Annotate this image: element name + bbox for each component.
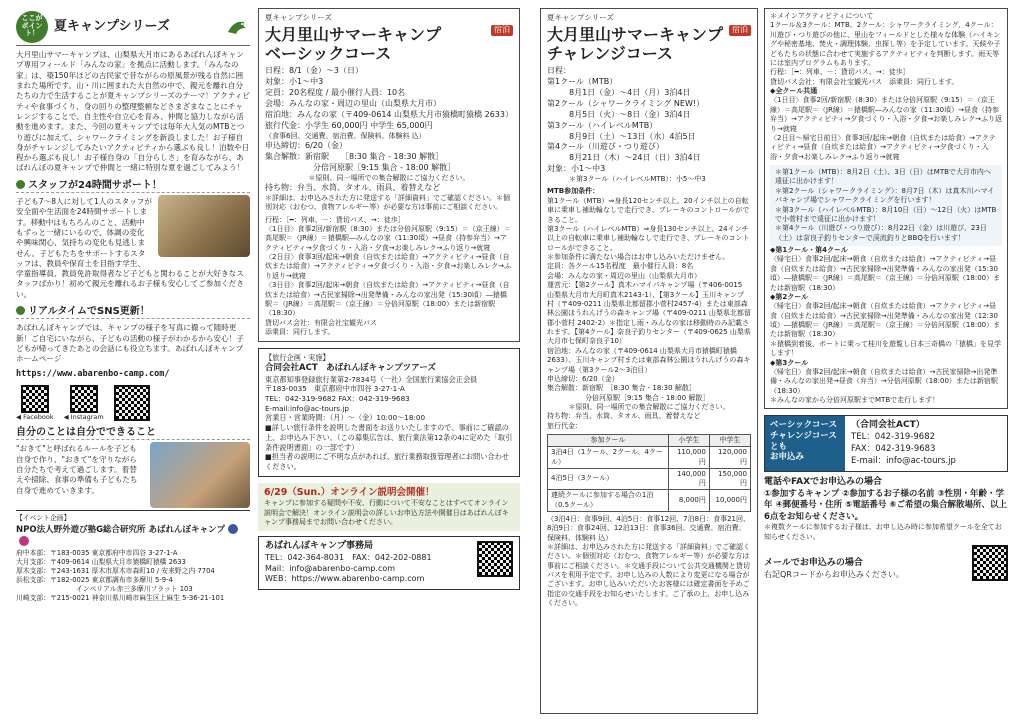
capacity: 定員：20名程度 / 最小催行人員：10名 [265, 88, 406, 98]
office-fuchu: 府中本部：〒183-0035 東京都府中市四谷 3-27-1-A [16, 548, 178, 557]
itinerary-day2: 〈2日目〉食事3回/起床→朝食（自炊または給食）→アクティビティ→昼食（自炊または給食）→アクティビティ→夕食づくり・入浴・夕食→お楽しみレク→ふり返り→就寝 [265, 253, 511, 280]
price-header-row [548, 435, 751, 447]
sns-title: リアルタイムでSNS更新！ [28, 306, 150, 318]
fee-note: （食事6回、交通費、宿泊費、保険料、体験料 込） [265, 131, 426, 140]
facebook-icon[interactable] [228, 524, 238, 534]
instagram-icon[interactable] [19, 536, 29, 546]
qr-code-icon[interactable] [972, 545, 1008, 581]
th-junior: 中学生 [709, 435, 750, 447]
webinar-title: 6/29（Sun.）オンライン説明会開催！ [264, 486, 435, 498]
course-title-line2: チャレンジコース [547, 44, 673, 64]
kur2-text: 〈帰宅日〉食事2回/起床→朝食（自炊または給食）→アクティビティ→昼食（自炊または給食）→古民家掃除→出発準備・みんなの家出発（12:30頃）―猿橋駅＝（JR線）＝高尾駅＝（京王線）＝分倍河原駅（18:00）または新宿駅（18:30） [770, 302, 1001, 339]
travel-company: 合同会社ACT あばれんぼキャンプツアーズ [265, 363, 436, 374]
items-note: ＊詳細は、お申込みされた方に発送する「詳細資料」でご確認ください。＊個別対応（おむつ、食物アレルギー等）が必要な方は事前にご相談ください。 [265, 193, 510, 212]
dates: 日程：8/1（金）〜3（日） [265, 66, 363, 76]
mtb-note: ＊参加条件に満たない場合はお申し込みいただけません。 [547, 253, 730, 262]
office-web[interactable]: WEB：https://www.abarenbo-camp.com [265, 574, 425, 584]
self-title: 自分のことは自分でできること [16, 427, 156, 439]
price-junior: 10,000円 [709, 490, 750, 511]
application-contacts [845, 416, 962, 471]
column-basic-course [258, 8, 520, 718]
venue: 会場：みんなの家・周辺の里山（山梨県大月市） [547, 271, 701, 280]
items: 持ち物：弁当、水筒、タオル、雨具、着替えなど [265, 182, 441, 192]
staff-heading [16, 179, 250, 193]
kur3-dates: 8月9日（土）〜13日（水）4泊5日 [569, 131, 696, 141]
travel-company-box [258, 348, 520, 476]
travel-hours: 営業日・営業時間：（月）〜（金）10:00〜18:00 [265, 413, 426, 423]
note-kur1: ＊第1クール（MTB）：8月2日（土）、3日（日）はMTBで大月市内へ遠征に出かけます！ [775, 168, 991, 186]
qr-code-icon [114, 385, 150, 421]
app-label-apply: お申込み [770, 452, 805, 463]
basic-course-box [258, 8, 520, 342]
webinar-text: キャンプに参加する疑問や不安、行動について不安なことはすべてオンライン説明会で解決！オンライン説明会の詳しいお申込方法や開催日はあばれんぼキャンプ事務局までお問い合わせください。 [264, 499, 509, 527]
qr-instagram-label: ◀ Instagram [63, 412, 104, 421]
qr-code-icon [21, 385, 49, 413]
sns-text: あばれんぼキャンプでは、キャンプの様子を写真に撮って随時更新！ご自宅にいながら、子どもの活動の様子がわかるから安心！子どもが帰ってきたあとの会話にも役立ちます。あばれんぼキャンプホームページ [16, 323, 244, 364]
column-challenge-course [540, 8, 758, 718]
mtb-condition-1: 第1クール（MTB）⇒身長120センチ以上。20インチ以上の自転車に乗車し補助輪なしで走行でき、ブレーキのコントロールができること。 [547, 196, 750, 224]
itinerary-day1: 〈1日目〉食事2回/新宿駅（8:30）または分倍河原駅（9:15）＝（京王線）＝高尾駅＝（JR線）＝猿橋駅―みんなの家（11:30頃）→昼食（持参弁当）→アクティビティ→夕食づくり・入浴・夕食→お楽しみレク→ふり返り→就寝 [265, 224, 511, 252]
self-heading [16, 426, 250, 440]
office-box [258, 536, 520, 590]
office-phone-row [265, 553, 432, 564]
main-activity-text: 1クール＆3クール：MTB、2クール：シャワークライミング、4クール：川遊び・つり遊びの他に、里山をフィールドとした様々な体験（ハイキングや秘密基地、焚火・調理体験、虫探し等）を予定しています。天候や子どもたちの状態に合わせて実施するアクティビティを判断します。雨天等には室内プログラムもあります。 [770, 21, 1001, 67]
meet-note: ＊原則、同一場所での集合解散にご協力ください。 [308, 173, 470, 182]
qr-instagram[interactable] [64, 385, 104, 422]
all-day2: 〈2日目〜帰宅日前日〉食事3回/起床→朝食（自炊または給食）→アクティビティ→昼食（自炊または給食）→アクティビティ→夕食づくり・入浴・夕食→お楽しみレク→ふり返り→就寝 [770, 133, 996, 161]
staff-text: 子ども7〜8人に対して1人のスタッフが安全面や生活面を24時間サポートします。移動中はもちろんのこと、活動中もずっと一緒にいるので、体調の変化や興味関心、気持ちの変化も見逃しません。子どもたちをサポートするスタッフは、教員や保育士を目指す学生、学童指導員、教員免許取得者など子どもと関わることが大好きなスタッフばかり！初めて親元を離れるお子様も安心してご参加ください。 [16, 196, 244, 299]
table-row [548, 490, 751, 511]
table-row [548, 468, 751, 489]
bus-company: 貸切バス会社：有限会社宝観光バス [265, 318, 377, 327]
qr-facebook-label: ◀ Facebook [16, 412, 54, 421]
course-series: 夏キャンプシリーズ [265, 13, 332, 22]
kur4-title: 第4クール（川遊び・つり遊び） [547, 142, 664, 152]
bullet-icon [16, 306, 25, 315]
app-label-basic: ベーシックコース [770, 420, 838, 431]
stay-badge: 宿泊 [491, 25, 513, 36]
mtb-condition-3: 第3クール（ハイレベルMTB）⇒身長130センチ以上。24インチ以上の自転車に乗車し補助輪なしで走行でき、ブレーキのコントロールができること。 [547, 224, 750, 252]
howto-note: ＊複数クールに参加するお子様は、お申し込み時に参加希望クールを全てお知らせください。 [764, 523, 1002, 541]
price-junior: 150,000円 [709, 468, 750, 489]
venue: 会場：みんなの家・周辺の里山（山梨県大月市） [265, 98, 441, 108]
application-box [764, 415, 1008, 472]
meet-bubaigawara: 分倍河原駅［9:15 集合 - 18:00 解散］ [313, 162, 456, 172]
sns-heading [16, 305, 250, 319]
th-elementary: 小学生 [668, 435, 709, 447]
series-title: 夏キャンプシリーズ [54, 18, 170, 34]
dates-label: 日程： [547, 66, 571, 76]
operating-sites: 運営元：【第2クール】真木ハマイパキャンプ場（〒406-0015 山梨県大月市大月町真木2143-1）、【第3クール】玉川キャンプ村（〒409-0211 山梨県北都留郡小菅村2457-4）または東部森林公園ほうれんげうの森キャンプ場（〒409-0211 山梨県北都留郡小菅村 2402-2）＊指定し雨・みんなの家は移動時のみ記載されます。【第4クール】奈良子釣りセンター（〒409-0625 山梨県大月市七保町奈良子10） [547, 281, 751, 346]
itinerary-legend: 行程：［━：列車、－：貸切バス、→：徒歩］ [265, 215, 405, 224]
kur3-text: 〈帰宅日〉食事2回/起床→朝食（自炊または給食）→古民家掃除→出発準備・みんなの家出発→昼食（弁当）→分倍河原駅（18:00）または新宿駅（18:30） [770, 367, 998, 395]
organizer-label: 【イベント企画】 [16, 514, 71, 523]
kur1-dates: 8月1日（金）〜4日（月）3泊4日 [569, 88, 691, 98]
howto-title: 電話やFAXでお申込みの場合 [764, 476, 883, 487]
staff-title: スタッフが24時間サポート！ [28, 179, 162, 191]
website-link[interactable]: https://www.abarenbo-camp.com/ [16, 368, 170, 379]
kur2-dates: 8月5日（火）〜8日（金）3泊4日 [569, 109, 691, 119]
challenge-itinerary-box [764, 8, 1008, 409]
target: 対象：小1〜中3 [265, 77, 324, 87]
course-series: 夏キャンプシリーズ [547, 13, 614, 22]
price-junior: 120,000円 [709, 447, 750, 468]
itinerary-legend: 行程：［━：列車、－：貸切バス、→：徒歩］ [770, 68, 910, 77]
office-kawasaki: 川崎支部：〒215-0021 神奈川県川崎市麻生区上麻生 5-36-21-101 [16, 594, 225, 603]
kur3-note: ＊みんなの家から分倍河原駅までMTBで走行します！ [770, 396, 940, 404]
price-table [547, 434, 751, 512]
office-atsugi: 厚木支部：〒243-1631 厚木市厚木市森町10 / 安来野之内 7704 [16, 566, 215, 575]
note-kur3: ＊第3クール（ハイレベルMTB）：8月10日（日）〜12日（火）はMTBで小菅村まで遠征に出かけます！ [775, 205, 997, 223]
bullet-icon [16, 180, 25, 189]
staff-photo [158, 195, 250, 257]
course-title-line1: 大月里山サマーキャンプ [547, 24, 724, 44]
series-header [16, 8, 250, 46]
howto-text: ①参加するキャンプ ②参加するお子様の名前 ③性別・年齢・学年 ④郵便番号・住所 ⑤電話番号 ⑥ご希望の集合解散場所、以上6点をお知らせください。 [764, 488, 1007, 522]
travel-label: 【旅行企画・実施】 [265, 353, 330, 363]
qr-code-icon [70, 385, 98, 413]
app-label-challenge: チャレンジコース [770, 431, 837, 441]
organizer-name [16, 524, 250, 549]
tour-conductor: 添乗員：同行します。 [265, 328, 335, 337]
meet-shinjuku: 集合解散：新宿駅 ［8:30 集合 - 18:30 解散］ [265, 151, 444, 161]
travel-registration: 東京都知事登録旅行業第2-7834号（一社）全国旅行業協会正会員 [265, 374, 478, 384]
qr-row [16, 385, 250, 422]
travel-note2: ■担当者の説明にご不明な点があれば、旅行業務取扱管理者にお問い合わせください。 [265, 452, 509, 472]
price-elementary: 8,000円 [668, 490, 709, 511]
organizer-name-text: NPO法人野外遊び塾G総合研究所 あばれんぼキャンプ [16, 524, 226, 535]
bus-company: 貸切バス会社：有限会社宝観光バス 添乗員：同行します。 [770, 77, 959, 86]
app-label-both: とも [770, 441, 788, 452]
note-kur4: ＊第4クール（川遊び・つり遊び）：8月22日（金）は川遊び、23日（土）は奈良子釣りセンターで渓流釣りとBBQを行います！ [775, 224, 987, 242]
target-note: ＊第3クール（ハイレベルMTB）：小5〜中3 [569, 175, 706, 184]
office-mail[interactable]: Mail：info@abarenbo-camp.com [265, 563, 396, 573]
office-tel: TEL：042-364-8031 [265, 553, 345, 563]
target: 対象：小1〜中3 [547, 164, 606, 174]
kur14-title: ◆第1クール・第4クール [770, 246, 848, 254]
intro-text: 大月里山サマーキャンプは、山梨県大月市にあるあばれんぼキャンプ専用フィールド「みんなの家」を拠点に活動します。「みんなの家」は、築150年ほどの古民家で昔ながらの原風景が残る自然に囲まれた場所です。山・川に囲まれた大自然の中で、親元を離れ自分たちの力で生活することが夏キャンプシリーズのテーマ！アクティビティや食事づくり、身の回りの整理整頓などさまざまなことにチャレンジすることで、自主性や自立心を育み、仲間と協力しながら活動を進めます。また、今回の夏キャンプでは毎年大人気のMTBとつり遊びに加えて、シャワークライミングを新設しました！お子様自身がチャレンジしてみたいアクティビティから選ぶも良し！泊数や日程から選ぶも良し！お子様自身の「自分らしさ」を育みながら、あばれんぼの夏キャンプで仲間と一緒に特別な夏を過ごしてみよう！ [16, 50, 250, 173]
point-badge [16, 11, 48, 43]
challenge-course-box [540, 8, 758, 714]
mail-title: メールでお申込みの場合 [764, 558, 863, 569]
all-kur-title: ◆全クール共通 [770, 87, 818, 95]
course-title-line1: 大月里山サマーキャンプ [265, 24, 442, 44]
office-fax: FAX：042-202-0881 [352, 553, 432, 563]
kur1-title: 第1クール（MTB） [547, 77, 618, 87]
column-intro [16, 8, 250, 718]
table-row [548, 447, 751, 468]
webinar-box [258, 483, 520, 532]
course-title [265, 25, 513, 63]
meet-bubaigawara: 分倍河原駅［9:15 集合 - 18:00 解散］ [585, 393, 710, 402]
capacity: 定員：各クール15名程度 最小催行人員：8名 [547, 262, 694, 271]
bird-icon [224, 14, 250, 40]
price-elementary: 140,000円 [668, 468, 709, 489]
stay-badge: 宿泊 [729, 25, 751, 36]
kur2-note: ＊猿橋到着後、ボートに乗って桂川を遊覧し日本三奇橋の「猿橋」を見学します！ [770, 339, 1001, 358]
travel-address: 〒183-0035 東京都府中市四谷 3-27-1-A [265, 384, 405, 394]
lodging: 宿泊地：みんなの家（〒409-0614 山梨県大月市猿橋町猿橋 2633） [265, 109, 513, 119]
kur2-title: 第2クール（シャワークライミング NEW!） [547, 98, 705, 108]
meet-shinjuku: 集合解散：新宿駅 ［8:30 集合 - 18:30 解散］ [547, 384, 696, 393]
kids-photo [150, 442, 250, 508]
office-otsuki: 大月支部：〒409-0614 山梨県大月市猿橋町猿橋 2633 [16, 557, 186, 566]
price-course: 4泊5日（3クール） [548, 468, 669, 489]
course-title [547, 25, 751, 63]
main-activity-title: ＊メインアクティビティについて [770, 12, 874, 20]
th-course: 参加クール [548, 435, 669, 447]
kur3-title: 第3クール（ハイレベルMTB） [547, 120, 658, 130]
fee-note2: ＊詳細は、お申込みされた方に発送する「詳細資料」でご確認ください。＊個別対応（おむつ、食物アレルギー等）が必要な方は事前にご相談ください。＊交通手段について公共交通機関と貸切バスを利用予定です。お申し込みの人数により変更になる場合がございます。お申し込みいただいたお客様には確定書面を予めご指定の交通手段をお知らせいたします。ご了承の上、お申し込みください。 [547, 542, 750, 608]
app-mail[interactable]: E-mail：info@ac-tours.jp [851, 456, 956, 467]
all-day1: 〈1日目〉食事2回/新宿駅（8:30）または分倍河原駅（9:15）＝（京王線）＝高尾駅＝（JR線）＝猿橋駅―みんなの家（11:30頃）→昼食（持参弁当）→アクティビティ→夕食づくり・入浴・夕食→お楽しみレク→ふり返り→就寝 [770, 96, 1002, 133]
qr-code-icon[interactable] [477, 541, 513, 577]
itinerary-day3: 〈3日目〉食事2回/起床→朝食（自炊または給食）→アクティビティ→昼食（自炊または給食）→古民家掃除→出発準備・みんなの家出発（15:30頃）―猿橋駅＝（JR線）＝高尾駅＝（京王線）＝分倍河原駅（18:00）または新宿駅（18:30） [265, 281, 510, 318]
travel-note1: ■詳しい旅行条件を説明した書面をお送りいたしますので、事前にご確認の上、お申込み下さい。（この募集広告は、旅行業法第12条の4に定めた「取引条件説明書面」の一部です） [265, 423, 513, 452]
course-title-line2: ベーシックコース [265, 44, 392, 64]
fee-label: 旅行代金： [547, 421, 582, 430]
kur14-text: 〈帰宅日〉食事2回/起床→朝食（自炊または給食）→アクティビティ→昼食（自炊または給食）→古民家掃除→出発準備・みんなの家出発（15:30頃）―猿橋駅＝（JR線）＝高尾駅＝（京王線）＝分倍河原駅（18:00）または新宿駅（18:30） [770, 255, 1001, 292]
travel-mail[interactable]: E-mail:info@ac-tours.jp [265, 403, 349, 413]
column-itinerary [764, 8, 1008, 718]
price-course: 3泊4日（1クール、2クール、4クール） [548, 447, 669, 468]
kur-notes [770, 165, 1002, 246]
app-fax: FAX：042-319-9683 [851, 444, 936, 455]
office-title: あばれんぼキャンプ事務局 [265, 541, 374, 552]
mail-apply-row [764, 545, 1008, 581]
price-course: 連続クールに参加する場合の1泊（0.5クール） [548, 490, 669, 511]
mtb-title: MTB参加条件： [547, 187, 600, 196]
office-hamamatsu-building: インペリアル赤三多摩川フラット 103 [76, 585, 193, 594]
kur4-dates: 8月21日（木）〜24日（日）3泊4日 [569, 153, 701, 163]
price-elementary: 110,000円 [668, 447, 709, 468]
mail-text: 右記QRコードからお申込みください。 [764, 570, 904, 580]
travel-tel: TEL：042-319-9682 FAX：042-319-9683 [265, 394, 410, 404]
note-kur2: ＊第2クール（シャワークライミング）：8月7日（木）は真木川ハマイパキャンプ場でシャワークライミングを行います！ [775, 186, 995, 205]
fee: 旅行代金：小学生 60,000円 中学生 65,000円 [265, 120, 433, 130]
office-hamamatsu: 浜松支部：〒182-0025 東京都調布市多摩川 5-9-4 [16, 576, 173, 585]
deadline: 申込締切：6/20（金） [547, 374, 619, 383]
organizer-box [16, 510, 250, 603]
fee-note: （3泊4日：食事9回、4泊5日：食事12回、7泊8日：食事21回、8泊9日：食事24回、12泊13日：食事36回、交通費、宿泊費、保険料、体験料 込） [547, 514, 750, 542]
badge-bottom: ポイント！ [21, 21, 43, 38]
app-company: （合同会社ACT） [851, 420, 925, 431]
qr-website[interactable] [114, 385, 150, 421]
application-label [765, 416, 845, 471]
kur2-title: ◆第2クール [770, 292, 809, 301]
kur3-title: ◆第3クール [770, 358, 809, 367]
qr-facebook[interactable] [16, 385, 54, 422]
deadline: 申込締切：6/20（金） [265, 140, 347, 150]
items: 持ち物：弁当、水筒、タオル、雨具、着替えなど [547, 412, 701, 421]
lodging: 宿泊地：みんなの家（〒409-0614 山梨県大月市猿橋町猿橋 2633）、玉川キャンプ村または東部森林公園ほうれんげうの森キャンプ場（第3クール2〜3泊目） [547, 346, 751, 374]
meet-note: ＊原則、同一場所での集合解散にご協力ください。 [568, 403, 730, 412]
badge-top: ここが [21, 14, 43, 23]
app-tel: TEL：042-319-9682 [851, 432, 936, 443]
self-text: "おきて"と呼ばれるルールを子ども自身で作り、"おきて"を守りながら自分たちで考えて過ごします。着替えや掃除、食事の準備も子どもたち自身で進めていきます。 [16, 444, 138, 495]
